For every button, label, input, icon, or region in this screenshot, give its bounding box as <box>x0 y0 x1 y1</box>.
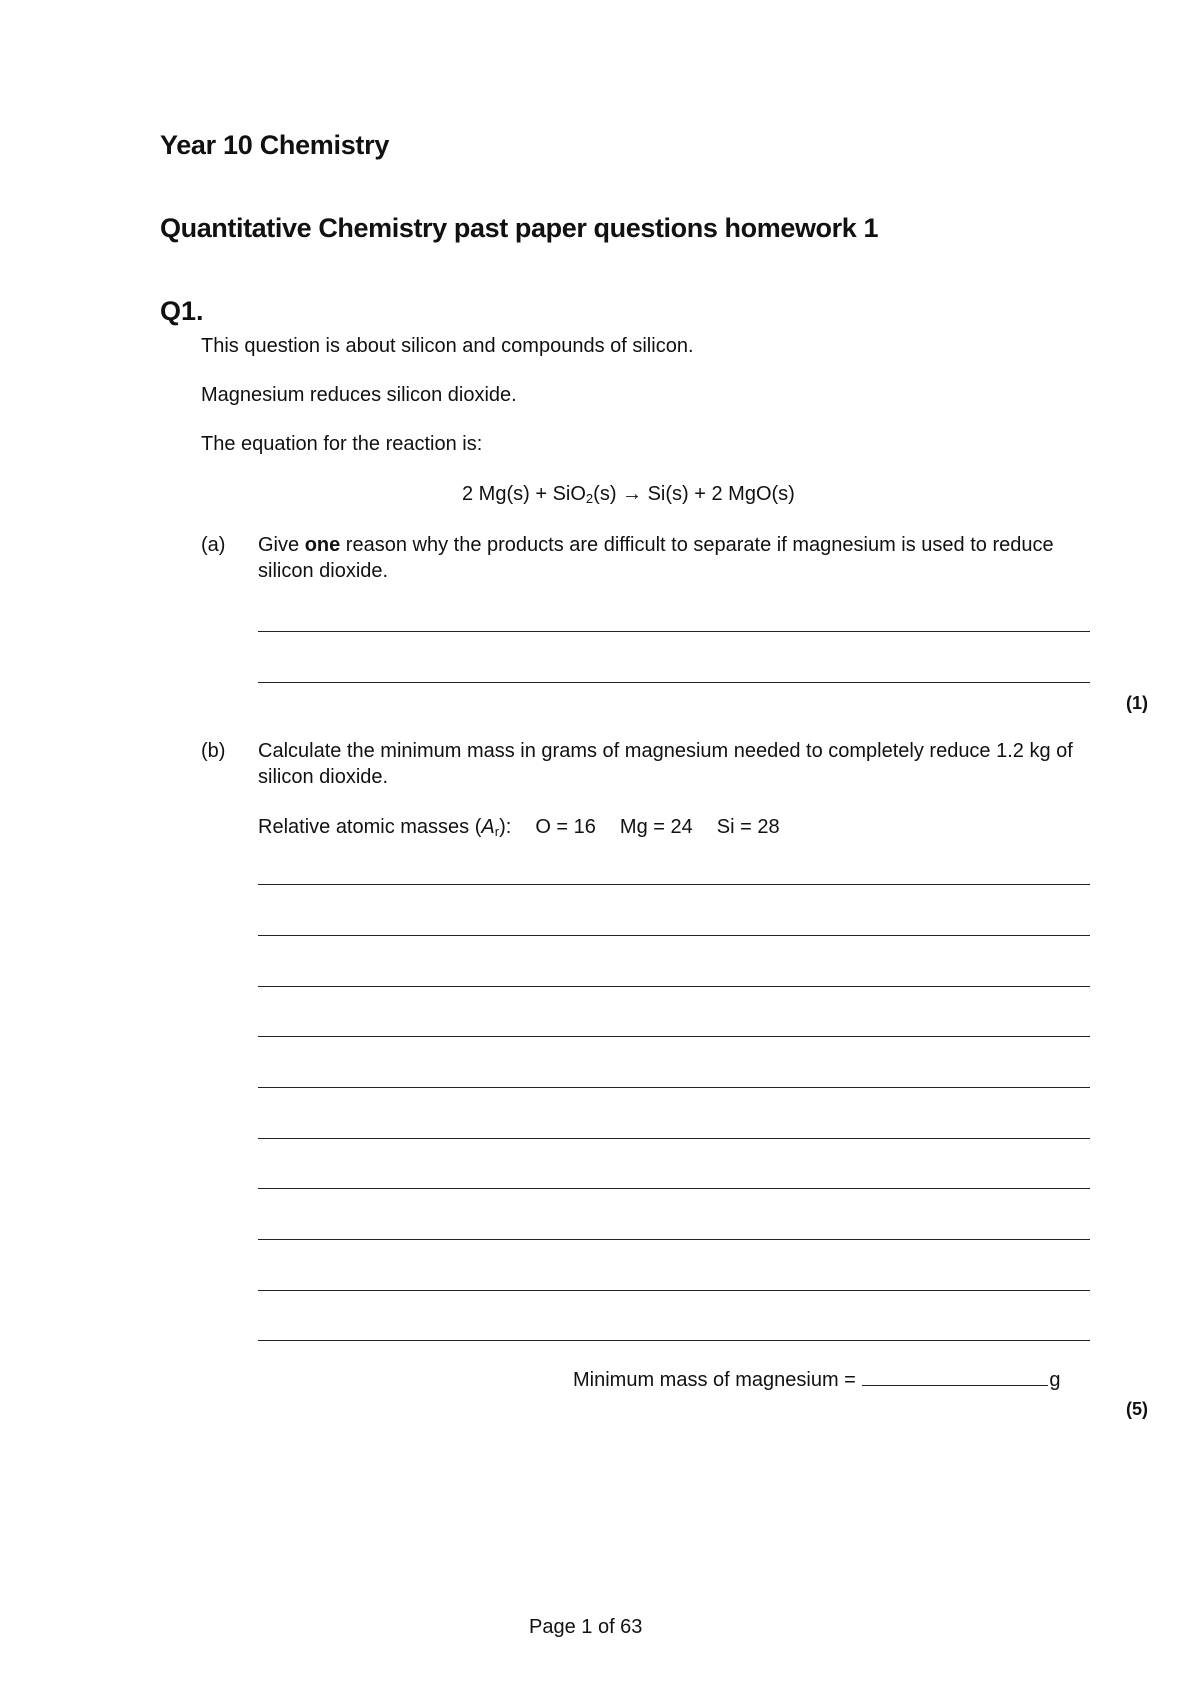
part-b-label: (b) <box>201 740 226 762</box>
chemical-equation <box>462 481 795 507</box>
answer-line-b7[interactable] <box>258 1188 1090 1189</box>
question-statement: Magnesium reduces silicon dioxide. <box>201 384 517 406</box>
final-answer-label: Minimum mass of magnesium = <box>573 1369 862 1391</box>
answer-line-b9[interactable] <box>258 1290 1090 1291</box>
question-intro: This question is about silicon and compounds of silicon. <box>201 335 694 357</box>
equation-intro: The equation for the reaction is: <box>201 433 483 455</box>
document-subtitle: Quantitative Chemistry past paper questions homework 1 <box>160 213 879 243</box>
part-a-marks: (1) <box>1126 693 1148 713</box>
part-a-text <box>258 532 1088 584</box>
part-a-label: (a) <box>201 534 226 556</box>
question-number: Q1. <box>160 296 204 326</box>
equation-subscript: 2 <box>585 491 594 506</box>
final-answer-unit: g <box>1049 1369 1061 1391</box>
answer-line-a1[interactable] <box>258 631 1090 632</box>
part-a-text-end: reason why the products are difficult to separate if magnesium is used to reduce silicon dioxide. <box>258 534 1054 582</box>
ram-oxygen: O = 16 <box>535 816 596 838</box>
final-answer-row <box>573 1365 1061 1393</box>
answer-line-b3[interactable] <box>258 986 1090 987</box>
ram-silicon: Si = 28 <box>716 816 780 838</box>
ram-symbol: A <box>481 816 495 838</box>
part-b-marks: (5) <box>1126 1399 1148 1419</box>
answer-line-b5[interactable] <box>258 1087 1090 1088</box>
answer-line-b8[interactable] <box>258 1239 1090 1240</box>
equation-left: 2 Mg(s) + SiO <box>462 483 586 505</box>
answer-line-b1[interactable] <box>258 884 1090 885</box>
part-b-text: Calculate the minimum mass in grams of magnesium needed to completely reduce 1.2 kg of silicon dioxide. <box>258 740 1073 788</box>
page-number: Page 1 of 63 <box>529 1616 643 1638</box>
ram-label-end: ): <box>499 816 512 838</box>
ram-label: Relative atomic masses ( <box>258 816 482 838</box>
final-answer-blank[interactable] <box>862 1365 1048 1386</box>
ram-subscript: r <box>494 824 500 839</box>
answer-line-b10[interactable] <box>258 1340 1090 1341</box>
equation-right: (s) → Si(s) + 2 MgO(s) <box>593 483 795 505</box>
answer-line-a2[interactable] <box>258 682 1090 683</box>
answer-line-b2[interactable] <box>258 935 1090 936</box>
ram-magnesium: Mg = 24 <box>619 816 693 838</box>
relative-atomic-masses <box>258 814 780 840</box>
document-title: Year 10 Chemistry <box>160 130 390 160</box>
part-a-emphasis: one <box>304 534 341 556</box>
part-a-text-start: Give <box>258 534 305 556</box>
answer-line-b4[interactable] <box>258 1036 1090 1037</box>
answer-line-b6[interactable] <box>258 1138 1090 1139</box>
